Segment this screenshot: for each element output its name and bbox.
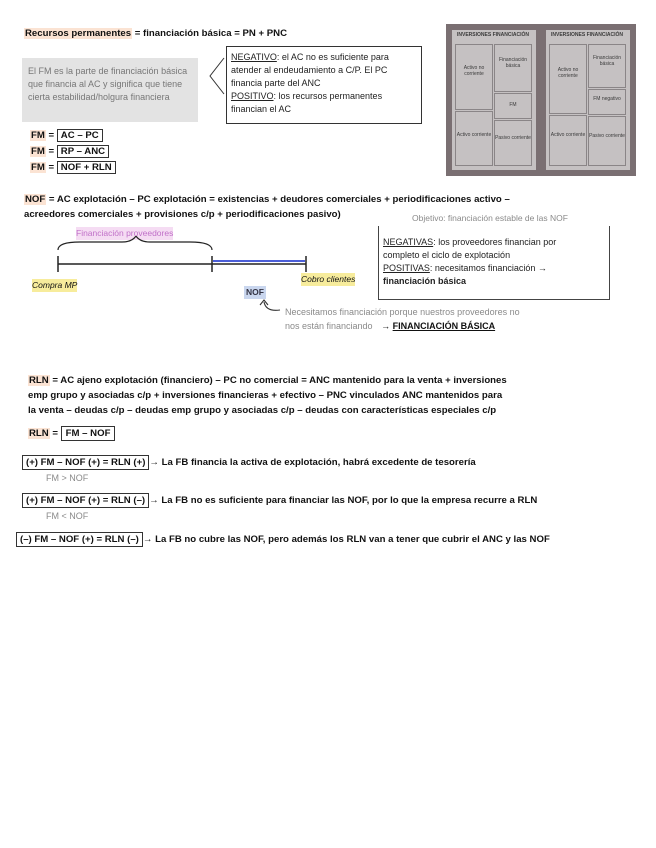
rln-formula (28, 427, 115, 440)
case-text: → La FB no cubre las NOF, pero además los RLN van a tener que cubrir el ANC y las NOF (142, 534, 550, 545)
case-2-sub: FM < NOF (46, 511, 89, 521)
balance-panel-left (452, 30, 536, 170)
fm-formula-boxed: RP – ANC (57, 145, 109, 158)
fm-gray-note-text: El FM es la parte de financiación básica que financia al AC y significa que tiene cierta estabilidad/holgura financiera (28, 66, 188, 102)
cell-text: Financiación básica (592, 55, 622, 67)
fm-formula-eq: = (45, 162, 57, 173)
recursos-definition: = financiación básica = PN + PNC (132, 28, 288, 39)
timeline-diagram (50, 236, 370, 296)
cell-fb (588, 44, 626, 88)
nof-definition-line2 (24, 208, 341, 221)
positivas-label: POSITIVAS (383, 263, 430, 273)
case-1 (22, 456, 476, 469)
cell-fb (494, 44, 532, 92)
fm-formula-label: FM (31, 130, 45, 141)
panel-header: INVERSIONES (457, 32, 492, 38)
nof-explanation-line2 (285, 320, 495, 333)
nof-objective: Objetivo: financiación estable de las NOF (412, 213, 568, 223)
case-text: → La FB financia la activa de explotación, habrá excedente de tesorería (149, 457, 476, 468)
cell-text: Pasivo corriente (589, 133, 625, 139)
rln-definition-text: = AC ajeno explotación (financiero) – PC no comercial = ANC mantenido para la venta + inversiones (49, 375, 507, 386)
fm-formula-eq: = (45, 146, 57, 157)
rln-formula-boxed: FM – NOF (61, 426, 116, 441)
cell-anc (549, 44, 587, 114)
negativas-label: NEGATIVAS (383, 237, 434, 247)
rln-definition-line2: emp grupo y asociadas c/p + inversiones financieras + efectivo – PNC vinculados ANC mantenidos para (28, 390, 503, 401)
case-text: → La FB no es suficiente para financiar las NOF, por lo que la empresa recurre a RLN (149, 495, 538, 506)
balance-photo (446, 24, 636, 176)
fm-formula-3 (30, 161, 116, 174)
case-formula: (+) FM – NOF (+) = RLN (+) (22, 455, 149, 470)
cell-ac (455, 111, 493, 166)
compra-mp-label: Compra MP (32, 280, 78, 290)
fm-formula-2 (30, 145, 109, 158)
cell-text: FM (509, 102, 517, 108)
negativo-text: : el AC no es suficiente para atender al endeudamiento a C/P. El PC financia parte del ANC (231, 52, 389, 88)
cell-anc (455, 44, 493, 110)
cell-fm (494, 93, 532, 119)
panel-header: FINANCIACIÓN (492, 32, 529, 38)
bracket-pointer-icon (206, 56, 226, 96)
rln-definition-line1 (28, 374, 507, 387)
rln-label: RLN (29, 375, 49, 386)
cell-text: Activo corriente (456, 132, 492, 138)
case-3 (16, 533, 550, 546)
positivas-text-2: financiación básica (383, 276, 467, 286)
nof-definition-text: = AC explotación – PC explotación = existencias + deudores comerciales + periodificaciones activo – (46, 194, 510, 205)
brace-icon (58, 236, 212, 250)
financiacion-basica-result: FINANCIACIÓN BÁSICA (392, 321, 496, 331)
nof-negativas-line (383, 236, 605, 249)
arrow-right-icon: → (381, 321, 391, 331)
balance-panel-right (546, 30, 630, 170)
positivo-label: POSITIVO (231, 91, 274, 101)
nof-badge: NOF (246, 287, 264, 297)
cell-text: FM negativo (593, 96, 621, 102)
negativo-label: NEGATIVO (231, 52, 277, 62)
cell-text: Activo corriente (550, 132, 586, 138)
positivas-text: : necesitamos financiación → (429, 263, 547, 273)
positivo-text: : los recursos permanentes financian el AC (231, 91, 383, 114)
rln-formula-eq: = (49, 428, 61, 439)
cell-pc (494, 120, 532, 166)
nof-definition-text: acreedores comerciales + provisiones c/p + periodificaciones pasivo) (24, 209, 341, 220)
fm-formula-boxed: NOF + RLN (57, 161, 116, 174)
fm-formula-label: FM (31, 146, 45, 157)
cell-fm-negativo (588, 89, 626, 115)
cell-text: Financiación básica (498, 57, 528, 69)
brace-label: Financiación proveedores (76, 228, 174, 238)
fm-formula-label: FM (31, 162, 45, 173)
negativas-text: : los proveedores financian por (433, 237, 557, 247)
cell-text: Activo no corriente (557, 67, 579, 79)
cell-text: Pasivo corriente (495, 135, 531, 141)
negativas-text-2: completo el ciclo de explotación (383, 250, 511, 260)
case-formula: (–) FM – NOF (+) = RLN (–) (16, 532, 143, 547)
cell-ac (549, 115, 587, 166)
nof-explanation-line1: Necesitamos financiación porque nuestros proveedores no (285, 307, 520, 317)
panel-header: FINANCIACIÓN (586, 32, 623, 38)
fm-formula-eq: = (45, 130, 57, 141)
rln-formula-label: RLN (29, 428, 49, 439)
cell-pc (588, 116, 626, 166)
nof-sign-box (378, 226, 610, 300)
fm-formula-1 (30, 129, 103, 142)
panel-header: INVERSIONES (551, 32, 586, 38)
cobro-clientes-label: Cobro clientes (301, 274, 356, 284)
nof-positivas-line (383, 262, 605, 275)
curved-arrow-icon (258, 296, 284, 316)
rln-definition-line3: la venta – deudas c/p – deudas emp grupo y asociadas c/p – deudas con características especiales c/p (28, 405, 497, 416)
recursos-label: Recursos permanentes (25, 28, 132, 39)
case-formula: (+) FM – NOF (+) = RLN (–) (22, 493, 149, 508)
fm-gray-note (22, 58, 198, 122)
case-1-sub: FM > NOF (46, 473, 89, 483)
fm-sign-note-box (226, 46, 422, 124)
case-2 (22, 494, 537, 507)
recursos-line (24, 27, 287, 40)
nof-label: NOF (25, 194, 46, 205)
cell-text: Activo no corriente (463, 65, 485, 77)
nof-explanation-text: nos están financiando (285, 321, 373, 331)
nof-definition-line1 (24, 193, 510, 206)
fm-formula-boxed: AC – PC (57, 129, 103, 142)
